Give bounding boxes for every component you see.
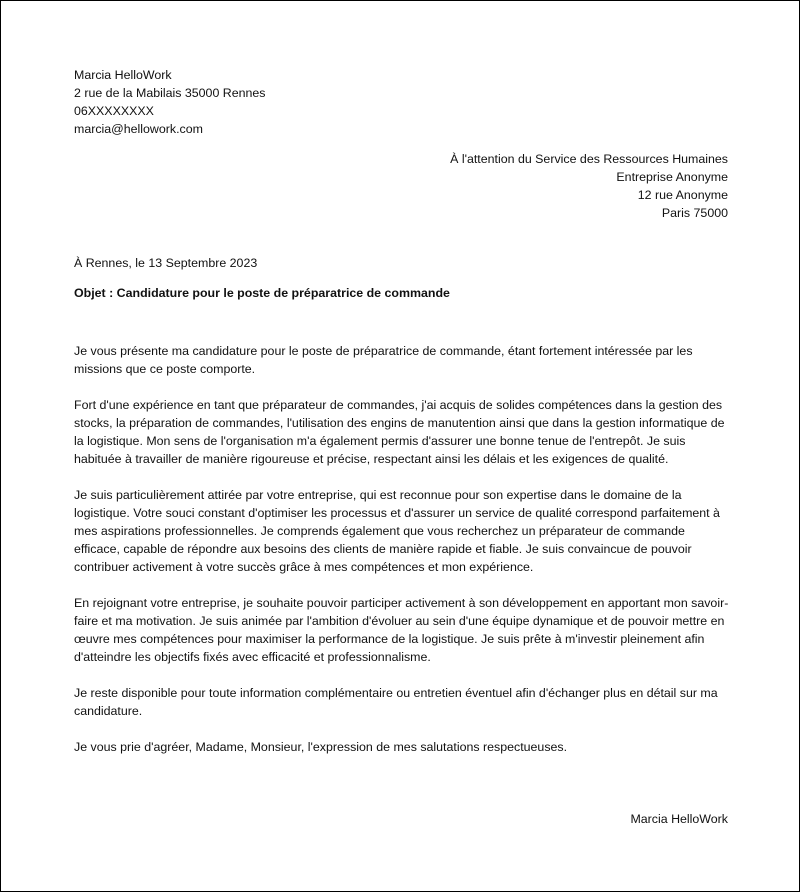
sender-email: marcia@hellowork.com — [74, 122, 203, 136]
paragraph-introduction: Je vous présente ma candidature pour le poste de préparatrice de commande, étant fortement intéressée par les missions que ce poste comporte. — [74, 344, 693, 376]
sender-name: Marcia HelloWork — [74, 68, 172, 82]
letter-body — [74, 342, 734, 774]
letter-subject: Objet : Candidature pour le poste de préparatrice de commande — [74, 286, 450, 300]
recipient-attention: À l'attention du Service des Ressources Humaines — [450, 152, 728, 166]
paragraph-motivation: En rejoignant votre entreprise, je souhaite pouvoir participer activement à son développement en apportant mon savoir-faire et ma motivation. Je suis animée par l'ambition d'évoluer au sein d'une équipe dynamique et de pouvoir mettre en œuvre mes compétences pour maximiser la performance de la logistique. Je suis prête à m'investir pleinement afin d'atteindre les objectifs fixés avec efficacité et professionnalisme. — [74, 596, 729, 664]
recipient-company: Entreprise Anonyme — [616, 170, 728, 184]
sender-block — [74, 66, 266, 138]
recipient-block — [450, 150, 728, 222]
paragraph-company-interest: Je suis particulièrement attirée par votre entreprise, qui est reconnue pour son expertise dans le domaine de la logistique. Votre souci constant d'optimiser les processus et d'assurer un service de qualité correspond parfaitement à mes aspirations professionnelles. Je comprends également que vous recherchez un préparateur de commande efficace, capable de répondre aux besoins des clients de manière rapide et fiable. Je suis convaincue de pouvoir contribuer activement à votre succès grâce à mes compétences et mon expérience. — [74, 488, 720, 574]
paragraph-availability: Je reste disponible pour toute information complémentaire ou entretien éventuel afin d'échanger plus en détail sur ma candidature. — [74, 686, 718, 718]
place-date: À Rennes, le 13 Septembre 2023 — [74, 256, 258, 270]
recipient-city: Paris 75000 — [661, 206, 728, 220]
signature: Marcia HelloWork — [630, 812, 728, 826]
sender-phone: 06XXXXXXXX — [74, 104, 154, 118]
paragraph-experience: Fort d'une expérience en tant que préparateur de commandes, j'ai acquis de solides compétences dans la gestion des stocks, la préparation de commandes, l'utilisation des engins de manutention ainsi que dans la gestion informatique de la logistique. Mon sens de l'organisation m'a également permis d'assurer une bonne tenue de l'entrepôt. Je suis habituée à travailler de manière rigoureuse et précise, respectant ainsi les délais et les exigences de qualité. — [74, 398, 725, 466]
paragraph-closing: Je vous prie d'agréer, Madame, Monsieur, l'expression de mes salutations respectueuses. — [74, 740, 568, 754]
recipient-street: 12 rue Anonyme — [637, 188, 728, 202]
sender-address: 2 rue de la Mabilais 35000 Rennes — [74, 86, 266, 100]
